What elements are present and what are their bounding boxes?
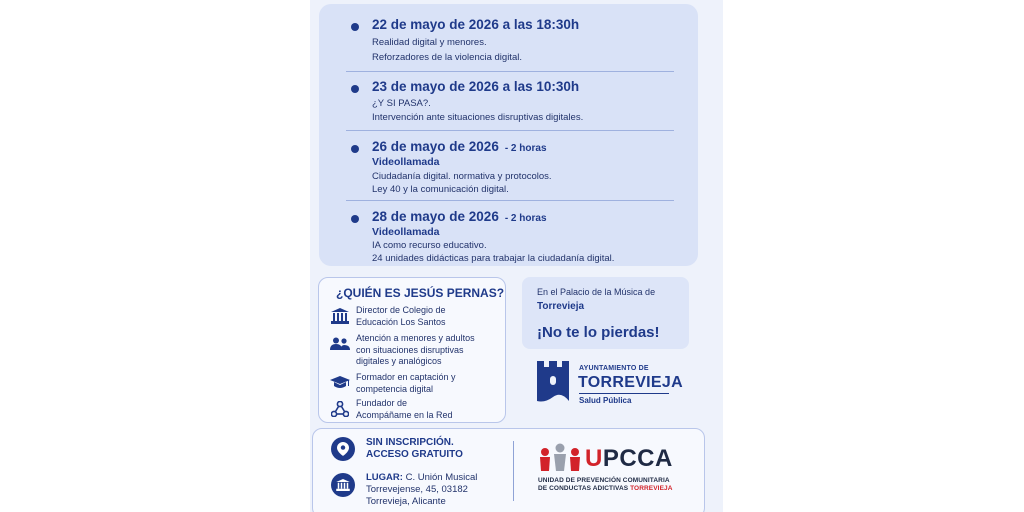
event-separator [346,71,674,72]
event-date: 28 de mayo de 2026 - 2 horas [372,209,547,224]
event-duration: - 2 horas [504,143,547,154]
access-info: SIN INSCRIPCIÓN. ACCESO GRATUITO [366,437,463,460]
info-panel [312,428,705,512]
speaker-panel [318,277,506,423]
building-icon [331,473,355,497]
event-line: IA como recurso educativo. [372,240,487,251]
event-line: Ciudadanía digital. normativa y protocolos. [372,171,552,182]
schedule-card [319,4,698,266]
event-duration: - 2 horas [504,213,547,224]
divider [513,441,514,501]
event-line: Intervención ante situaciones disruptivas digitales. [372,112,584,123]
speaker-item-text: Fundador de Acompáñame en la Red [356,398,453,420]
event-line: Reforzadores de la violencia digital. [372,52,522,63]
graduation-cap-icon [330,374,350,392]
upcca-line: UNIDAD DE PREVENCIÓN COMUNITARIA [538,477,670,484]
venue-address: LUGAR: C. Unión Musical Torrevejense, 45, 03182 Torrevieja, Alicante [366,472,478,507]
network-icon [330,400,350,418]
speaker-item-text: Director de Colegio de Educación Los Santos [356,305,446,327]
event-mode: Videollamada [372,226,440,238]
bullet-dot-icon [351,23,359,31]
speaker-title: ¿QUIÉN ES JESÚS PERNAS? [336,286,505,300]
ayuntamiento-label: AYUNTAMIENTO DE [579,365,649,372]
bullet-dot-icon [351,215,359,223]
event-mode: Videollamada [372,156,440,168]
event-separator [346,130,674,131]
bullet-dot-icon [351,145,359,153]
event-date: 23 de mayo de 2026 a las 10:30h [372,79,580,94]
event-line: ¿Y SI PASA?. [372,98,431,109]
event-separator [346,200,674,201]
event-date: 22 de mayo de 2026 a las 18:30h [372,17,580,32]
tower-icon [535,361,571,405]
ayuntamiento-department: Salud Pública [579,396,632,405]
speaker-item-text: Atención a menores y adultos con situaciones disruptivas digitales y analógicos [356,333,475,366]
speaker-item-text: Formador en captación y competencia digital [356,372,456,394]
upcca-logo [538,443,703,503]
location-pin-icon [331,437,355,461]
building-icon [330,307,350,325]
venue-city: Torrevieja [537,301,585,312]
event-line: Realidad digital y menores. [372,37,487,48]
logo-rule [579,393,669,394]
call-to-action: ¡No te lo pierdas! [537,324,660,341]
upcca-wordmark: UPCCA [585,445,673,472]
people-icon [330,335,350,353]
event-poster [310,0,723,512]
people-icon [538,443,582,473]
event-line: Ley 40 y la comunicación digital. [372,184,509,195]
bullet-dot-icon [351,85,359,93]
event-line: 24 unidades didácticas para trabajar la ciudadanía digital. [372,253,615,264]
ayuntamiento-city: TORREVIEJA [578,374,683,391]
venue-box [522,277,689,349]
upcca-line: DE CONDUCTAS ADICTIVAS TORREVIEJA [538,485,673,492]
venue-intro: En el Palacio de la Música de [537,287,656,297]
event-date: 26 de mayo de 2026 - 2 horas [372,139,547,154]
ayuntamiento-logo [535,361,695,411]
